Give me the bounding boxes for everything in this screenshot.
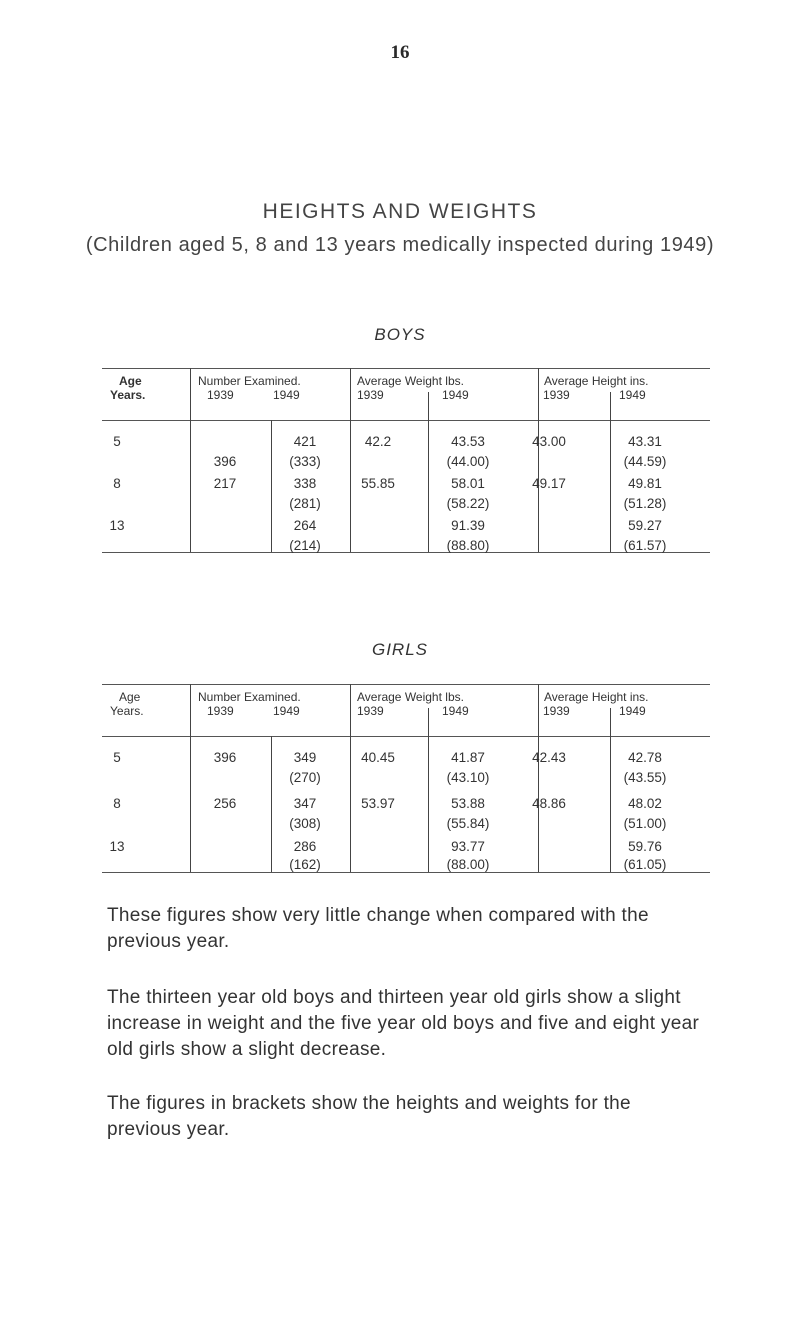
cell-age: 8: [113, 796, 121, 811]
cell-height-previous: (51.00): [623, 816, 667, 831]
cell-weight-previous: (44.00): [446, 454, 490, 469]
cell-number-previous: (333): [289, 454, 321, 469]
cell-weight-1949: 91.39: [451, 518, 485, 533]
page-subtitle: (Children aged 5, 8 and 13 years medically inspected during 1949): [85, 234, 715, 256]
cell-weight-1949: 53.88: [451, 796, 485, 811]
cell-height-1949: 48.02: [628, 796, 662, 811]
cell-weight-1949: 93.77: [451, 839, 485, 854]
cell-number-1949: 421: [293, 434, 317, 449]
boys-table: [102, 368, 710, 554]
header-years: Years.: [110, 388, 146, 402]
page-number: 16: [390, 42, 410, 63]
girls-table: [102, 684, 710, 874]
cell-height-previous: (43.55): [623, 770, 667, 785]
cell-number-1949: 264: [293, 518, 317, 533]
cell-height-1939: 42.43: [532, 750, 566, 765]
paragraph: The figures in brackets show the heights and weights for the previous year.: [107, 1093, 631, 1140]
header-year-1949: 1949: [273, 388, 300, 402]
header-year-1939: 1939: [543, 388, 570, 402]
table-header-rule: [102, 736, 710, 737]
cell-height-1949: 42.78: [628, 750, 662, 765]
header-year-1949: 1949: [619, 388, 646, 402]
cell-height-1949: 59.76: [628, 839, 662, 854]
header-average-weight: Average Weight lbs.: [357, 690, 464, 704]
cell-number-previous: (162): [289, 857, 321, 872]
cell-number-1939: 256: [213, 796, 237, 811]
header-year-1939: 1939: [207, 704, 234, 718]
cell-number-1949: 338: [293, 476, 317, 491]
table-top-rule: [102, 684, 710, 685]
cell-height-1939: 43.00: [532, 434, 566, 449]
cell-number-previous: (308): [289, 816, 321, 831]
cell-height-1939: 49.17: [532, 476, 566, 491]
cell-weight-1949: 58.01: [451, 476, 485, 491]
cell-number-1949: 347: [293, 796, 317, 811]
cell-age: 8: [113, 476, 121, 491]
header-year-1939: 1939: [207, 388, 234, 402]
header-year-1949: 1949: [619, 704, 646, 718]
cell-height-1949: 59.27: [628, 518, 662, 533]
header-year-1939: 1939: [543, 704, 570, 718]
cell-age: 13: [109, 518, 125, 533]
header-number-examined: Number Examined.: [198, 690, 301, 704]
cell-number-1939: 217: [213, 476, 237, 491]
cell-weight-1939: 40.45: [361, 750, 395, 765]
header-years: Years.: [110, 704, 144, 718]
cell-number-1939: 396: [213, 750, 237, 765]
cell-weight-previous: (58.22): [446, 496, 490, 511]
table-header-rule: [102, 420, 710, 421]
header-year-1939: 1939: [357, 704, 384, 718]
table-bottom-rule: [102, 872, 710, 873]
column-divider: [538, 368, 539, 552]
cell-age: 5: [113, 750, 121, 765]
cell-age: 13: [109, 839, 125, 854]
header-age: Age: [119, 374, 142, 388]
cell-height-previous: (61.05): [623, 857, 667, 872]
girls-heading: GIRLS: [371, 640, 429, 659]
cell-number-1939: 396: [213, 454, 237, 469]
cell-weight-previous: (55.84): [446, 816, 490, 831]
table-top-rule: [102, 368, 710, 369]
header-number-examined: Number Examined.: [198, 374, 301, 388]
cell-weight-previous: (88.00): [446, 857, 490, 872]
cell-height-previous: (61.57): [623, 538, 667, 553]
cell-weight-1939: 55.85: [361, 476, 395, 491]
cell-weight-1949: 41.87: [451, 750, 485, 765]
page-title: HEIGHTS AND WEIGHTS: [262, 200, 538, 223]
boys-heading: BOYS: [374, 325, 426, 344]
paragraph: These figures show very little change when compared with the previous year.: [107, 905, 649, 952]
cell-weight-1949: 43.53: [451, 434, 485, 449]
cell-height-previous: (51.28): [623, 496, 667, 511]
cell-age: 5: [113, 434, 121, 449]
header-average-weight: Average Weight lbs.: [357, 374, 464, 388]
cell-number-previous: (281): [289, 496, 321, 511]
header-age: Age: [119, 690, 141, 704]
cell-weight-previous: (43.10): [446, 770, 490, 785]
cell-height-previous: (44.59): [623, 454, 667, 469]
cell-height-1939: 48.86: [532, 796, 566, 811]
cell-height-1949: 43.31: [628, 434, 662, 449]
paragraph: The thirteen year old boys and thirteen year old girls show a slight increase in weight and the five year old boys and five and eight year old girls show a slight decrease.: [107, 987, 700, 1060]
header-year-1949: 1949: [273, 704, 300, 718]
cell-weight-1939: 42.2: [364, 434, 392, 449]
cell-number-1949: 349: [293, 750, 317, 765]
cell-number-previous: (214): [289, 538, 321, 553]
header-average-height: Average Height ins.: [544, 690, 649, 704]
cell-weight-previous: (88.80): [446, 538, 490, 553]
header-year-1949: 1949: [442, 704, 469, 718]
column-divider: [350, 368, 351, 552]
header-year-1939: 1939: [357, 388, 384, 402]
cell-weight-1939: 53.97: [361, 796, 395, 811]
header-year-1949: 1949: [442, 388, 469, 402]
column-divider: [350, 684, 351, 872]
column-divider: [538, 684, 539, 872]
cell-height-1949: 49.81: [628, 476, 662, 491]
cell-number-previous: (270): [289, 770, 321, 785]
column-divider: [190, 684, 191, 872]
header-average-height: Average Height ins.: [544, 374, 649, 388]
cell-number-1949: 286: [293, 839, 317, 854]
